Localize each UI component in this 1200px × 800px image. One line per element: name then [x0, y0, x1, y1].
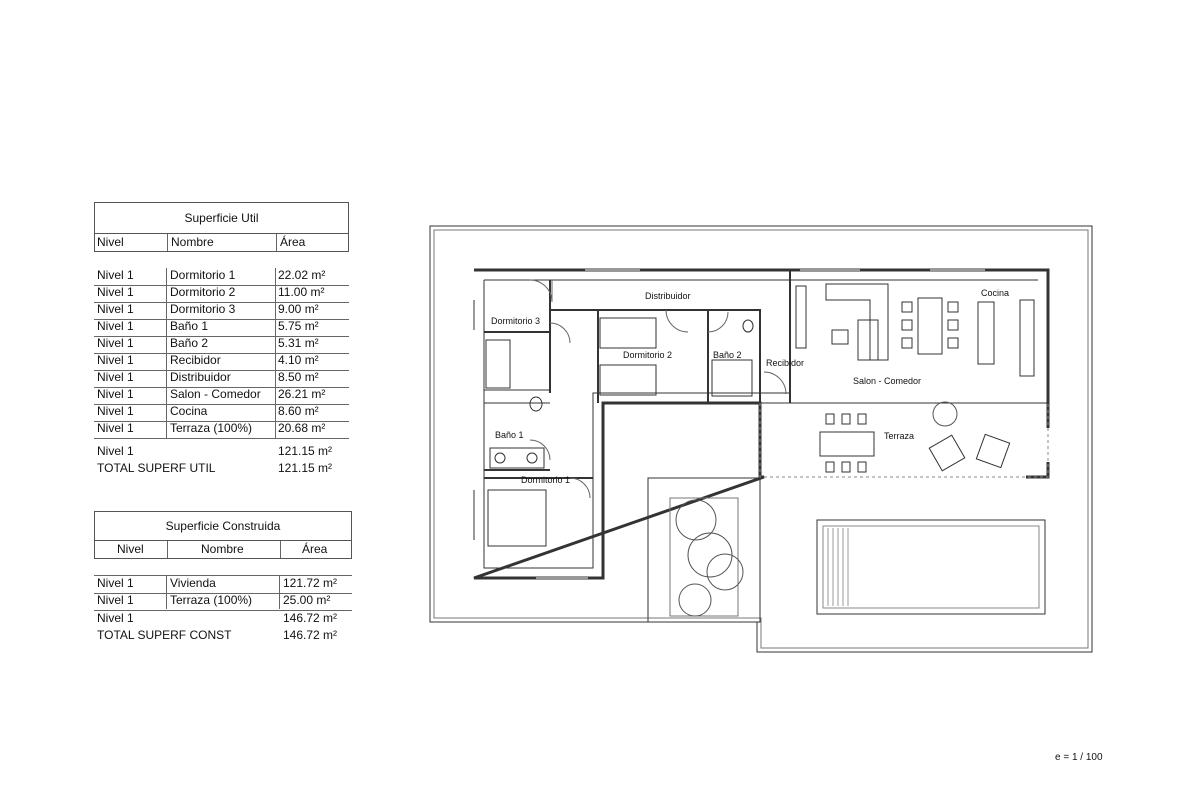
label-distribuidor: Distribuidor: [645, 291, 691, 301]
table-row: Nivel 1 Dormitorio 3 9.00 m²: [94, 302, 349, 320]
label-cocina: Cocina: [981, 288, 1010, 298]
label-dormitorio3: Dormitorio 3: [491, 316, 541, 326]
label-recibidor: Recibidor: [766, 358, 805, 368]
const-table-title: Superficie Construida: [94, 511, 352, 540]
const-subtotal-row: Nivel 1 146.72 m²: [97, 611, 338, 625]
label-terraza: Terraza: [884, 431, 915, 441]
label-bano2: Baño 2: [713, 350, 742, 360]
table-row: Nivel 1 Terraza (100%) 25.00 m²: [94, 593, 352, 611]
const-header-area: Área: [302, 542, 328, 556]
table-row: Nivel 1 Cocina 8.60 m²: [94, 404, 349, 422]
table-row: Nivel 1 Terraza (100%) 20.68 m²: [94, 421, 349, 439]
label-bano1: Baño 1: [495, 430, 524, 440]
table-row: Nivel 1 Distribuidor 8.50 m²: [94, 370, 349, 388]
label-salon: Salon - Comedor: [853, 376, 922, 386]
const-total-row: TOTAL SUPERF CONST 146.72 m²: [97, 628, 338, 642]
const-header-nivel: Nivel: [117, 542, 144, 556]
util-subtotal-row: Nivel 1 121.15 m²: [97, 444, 333, 458]
table-row: Nivel 1 Dormitorio 2 11.00 m²: [94, 285, 349, 303]
util-header-nivel: Nivel: [97, 235, 124, 249]
table-row: Nivel 1 Baño 1 5.75 m²: [94, 319, 349, 337]
util-header-area: Área: [280, 235, 306, 249]
table-row: Nivel 1 Dormitorio 1 22.02 m²: [94, 268, 349, 286]
label-dormitorio2: Dormitorio 2: [623, 350, 673, 360]
util-header-nombre: Nombre: [171, 235, 214, 249]
table-row: Nivel 1 Vivienda 121.72 m²: [94, 575, 352, 594]
table-row: Nivel 1 Recibidor 4.10 m²: [94, 353, 349, 371]
const-header-nombre: Nombre: [201, 542, 244, 556]
util-total-row: TOTAL SUPERF UTIL 121.15 m²: [97, 461, 333, 475]
scale-label: e = 1 / 100: [1055, 752, 1103, 763]
table-row: Nivel 1 Salon - Comedor 26.21 m²: [94, 387, 349, 405]
label-dormitorio1: Dormitorio 1: [521, 475, 571, 485]
util-table-title: Superficie Util: [94, 202, 349, 233]
table-row: Nivel 1 Baño 2 5.31 m²: [94, 336, 349, 354]
planter: [648, 478, 760, 622]
pool: [817, 520, 1045, 614]
